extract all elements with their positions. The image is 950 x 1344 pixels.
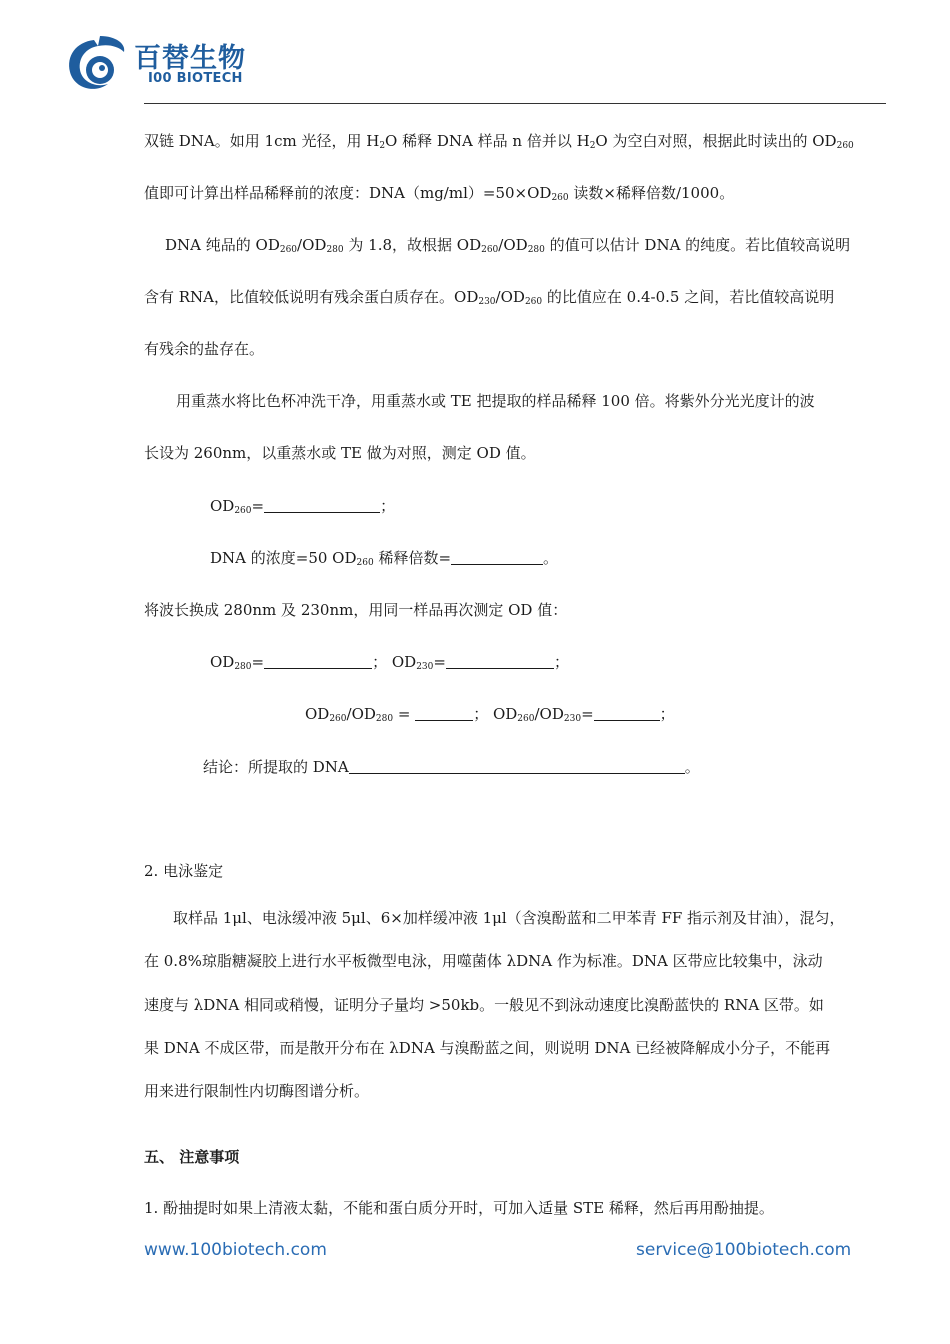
conclusion-blank xyxy=(349,759,685,774)
ratio-260-280-blank xyxy=(415,706,473,721)
dna-concentration-formula: DNA 的浓度=50 $OD_{260}$ 稀释倍数= 。 xyxy=(210,549,559,568)
paragraph-line: 长设为 260nm，以重蒸水或 TE 做为对照，测定 OD 值。 xyxy=(144,444,536,462)
paragraph-line: 含有 RNA，比值较低说明有残余蛋白质存在。$OD_{230}/OD_{260}$ 的比值应在 0.4-0.5 之间，若比值较高说明 xyxy=(144,288,835,307)
paragraph-line: 在 0.8%琼脂糖凝胶上进行水平板微型电泳，用噬菌体 λDNA 作为标准。DNA 区带应比较集中，泳动 xyxy=(144,952,823,970)
paragraph-line: 值即可计算出样品稀释前的浓度：$DNA(mg/ml)=50\times OD_{260}$ 读数×稀释倍数/1000。 xyxy=(144,184,735,203)
section-heading: 五、 注意事项 xyxy=(144,1148,240,1166)
footer-website-link[interactable]: www.100biotech.com xyxy=(144,1240,327,1260)
paragraph-line: 双链 DNA。如用 1cm 光径，用 $H_2O$ 稀释 DNA 样品 n 倍并以 $H_2O$ 为空白对照，根据此时读出的 $OD_{260}$ xyxy=(144,132,854,151)
logo-chinese-name: 百替生物 xyxy=(134,43,246,74)
footer-email-link[interactable]: service@100biotech.com xyxy=(636,1240,852,1260)
paragraph-line: 用来进行限制性内切酶图谱分析。 xyxy=(144,1082,370,1100)
company-logo-icon xyxy=(64,34,130,96)
paragraph-line: DNA 纯品的 $OD_{260}/OD_{280}$ 为 1.8，故根据 $OD_{260}/OD_{280}$ 的值可以估计 DNA 的纯度。若比值较高说明 xyxy=(165,236,851,255)
paragraph-line: 取样品 1μl、电泳缓冲液 5μl、6×加样缓冲液 1μl（含溴酚蓝和二甲苯青 FF 指示剂及甘油），混匀， xyxy=(173,909,845,927)
od260-blank xyxy=(264,498,380,513)
od260-formula: $OD_{260}=$ ； xyxy=(210,497,396,516)
paragraph-line: 速度与 λDNA 相同或稍慢，证明分子量均 >50kb。一般见不到泳动速度比溴酚蓝快的 RNA 区带。如 xyxy=(144,996,824,1014)
logo-english-name: I00 BIOTECH xyxy=(148,71,243,86)
ratio-260-230-blank xyxy=(594,706,660,721)
list-item: 1. 酚抽提时如果上清液太黏，不能和蛋白质分开时，可加入适量 STE 稀释，然后再用酚抽提。 xyxy=(144,1199,774,1217)
paragraph-line: 有残余的盐存在。 xyxy=(144,340,265,358)
paragraph-line: 用重蒸水将比色杯冲洗干净，用重蒸水或 TE 把提取的样品稀释 100 倍。将紫外分光光度计的波 xyxy=(176,392,815,410)
od280-blank xyxy=(264,654,372,669)
paragraph-line: 果 DNA 不成区带，而是散开分布在 λDNA 与溴酚蓝之间，则说明 DNA 已经被降解成小分子，不能再 xyxy=(144,1039,831,1057)
section-heading: 2. 电泳鉴定 xyxy=(144,862,224,880)
od280-od230-formula: $OD_{280}=$ ； $OD_{230}=$ ； xyxy=(210,653,569,672)
concentration-blank xyxy=(451,550,543,565)
ratio-formula: $OD_{260}/OD_{280}$ = ； $OD_{260}/OD_{230}=$ ； xyxy=(305,705,675,724)
paragraph-line: 将波长换成 280nm 及 230nm，用同一样品再次测定 OD 值： xyxy=(144,601,568,619)
conclusion-formula: 结论：所提取的 DNA 。 xyxy=(203,758,700,776)
od230-blank xyxy=(446,654,554,669)
header-divider xyxy=(144,103,886,104)
